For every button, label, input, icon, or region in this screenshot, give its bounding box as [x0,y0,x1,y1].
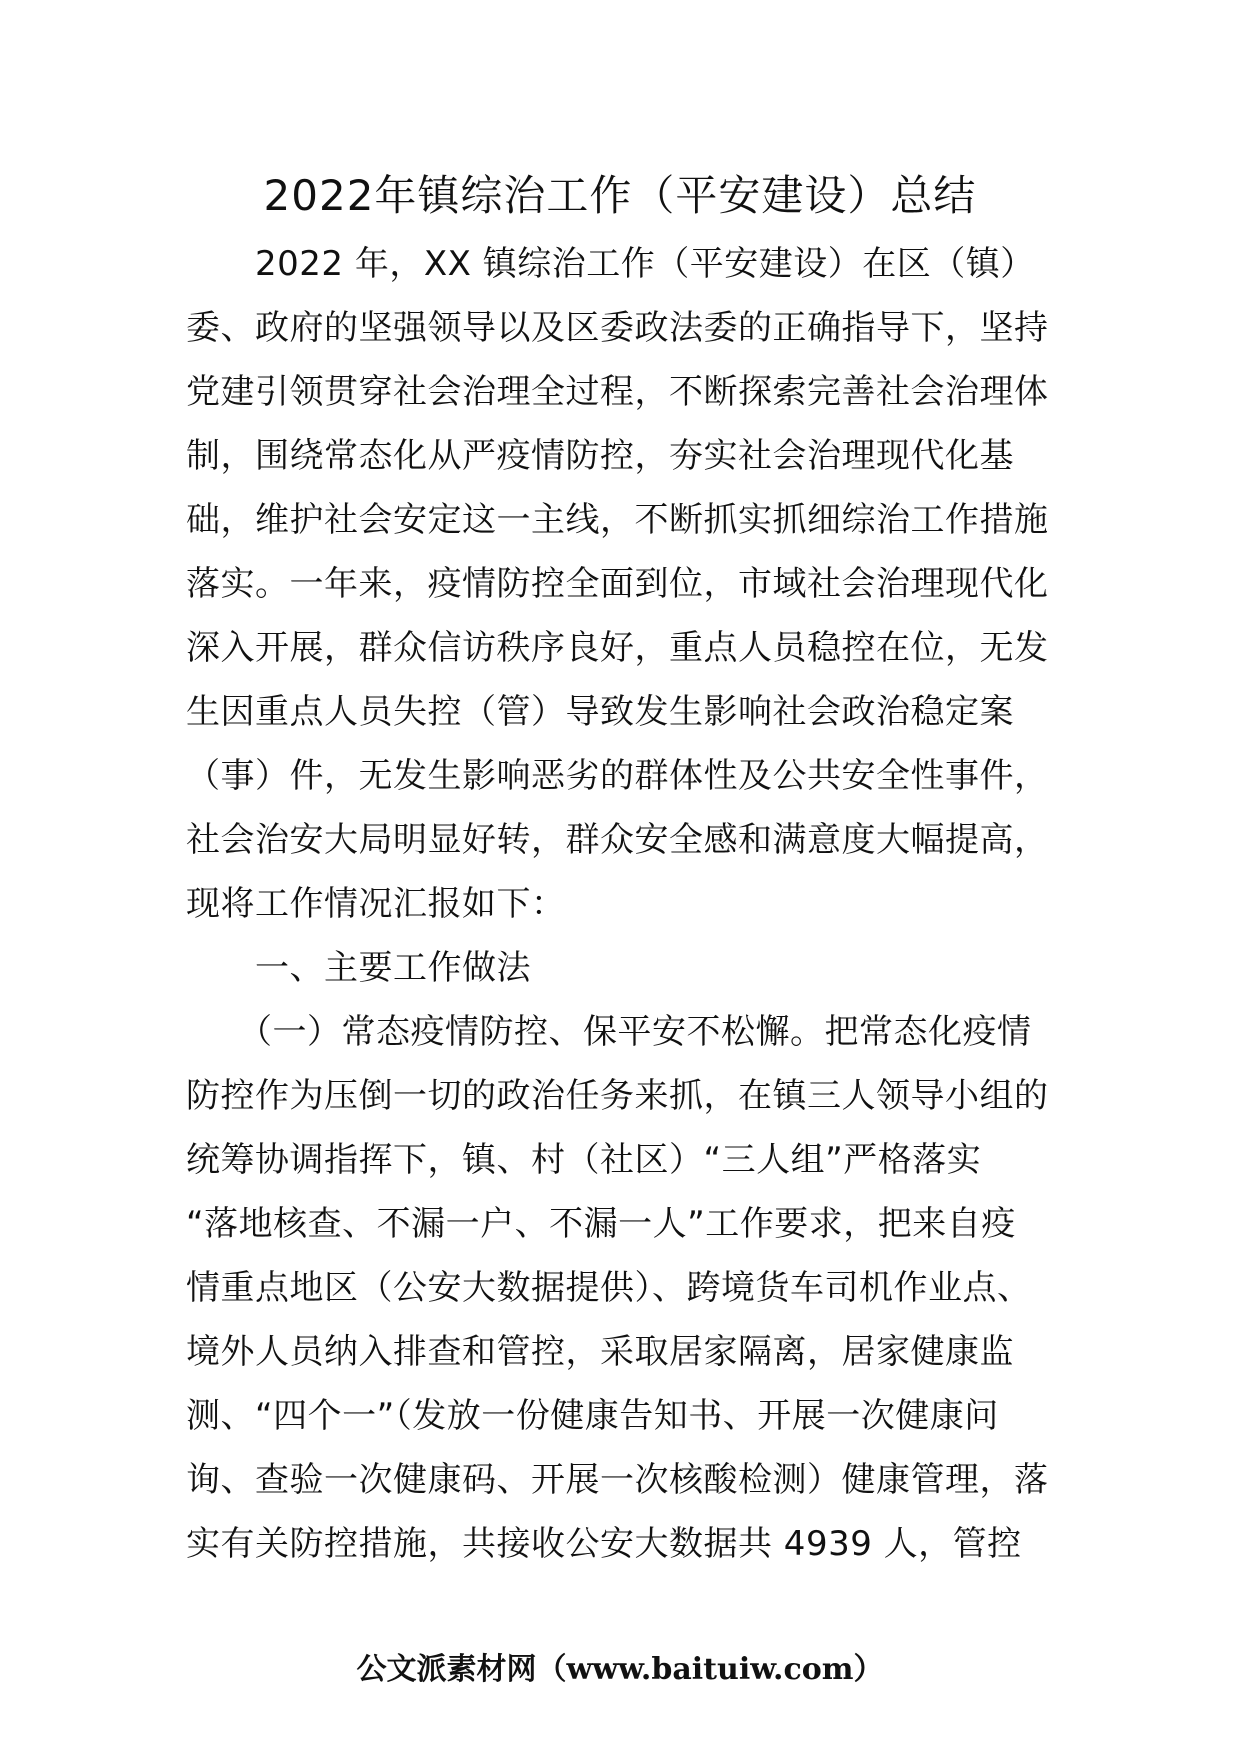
paragraph-line: 情重点地区（公安大数据提供）、跨境货车司机作业点、 [186,1268,1032,1308]
paragraph-line: 防控作为压倒一切的政治任务来抓，在镇三人领导小组的 [186,1076,1049,1116]
footer-watermark: 公文派素材网（www.baituiw.com） [356,1652,884,1687]
paragraph-line: 社会治安大局明显好转，群众安全感和满意度大幅提高， [186,820,1049,860]
document-body [186,232,1056,1576]
paragraph-line: 境外人员纳入排查和管控，采取居家隔离，居家健康监 [186,1332,1014,1372]
paragraph-line: 统筹协调指挥下，镇、村（社区）“三人组”严格落实 [186,1140,982,1180]
paragraph-line: 制，围绕常态化从严疫情防控，夯实社会治理现代化基 [186,436,1014,476]
paragraph-line: 党建引领贯穿社会治理全过程，不断探索完善社会治理体 [186,372,1049,412]
paragraph-line: 2022 年，XX 镇综治工作（平安建设）在区（镇） [186,244,1035,284]
paragraph-line: （一）常态疫情防控、保平安不松懈。把常态化疫情 [186,1012,1032,1052]
paragraph-line: 测、“四个一”（发放一份健康告知书、开展一次健康问 [186,1396,999,1436]
paragraph-line: 生因重点人员失控（管）导致发生影响社会政治稳定案 [186,692,1014,732]
paragraph-line: 础，维护社会安定这一主线，不断抓实抓细综治工作措施 [186,500,1049,540]
paragraph-line: （事）件，无发生影响恶劣的群体性及公共安全性事件， [186,756,1049,796]
paragraph-line: 现将工作情况汇报如下： [186,884,566,924]
paragraph-line: 委、政府的坚强领导以及区委政法委的正确指导下，坚持 [186,308,1049,348]
paragraph-line: 实有关防控措施，共接收公安大数据共 4939 人，管控 [186,1524,1022,1564]
document-title: 2022年镇综治工作（平安建设）总结 [263,171,977,220]
paragraph-line: 询、查验一次健康码、开展一次核酸检测）健康管理，落 [186,1460,1049,1500]
paragraph-line: 落实。一年来，疫情防控全面到位，市域社会治理现代化 [186,564,1049,604]
paragraph-line: “落地核查、不漏一户、不漏一人”工作要求，把来自疫 [186,1204,1016,1244]
paragraph-line: 深入开展，群众信访秩序良好，重点人员稳控在位，无发 [186,628,1049,668]
section-heading: 一、主要工作做法 [186,948,531,988]
